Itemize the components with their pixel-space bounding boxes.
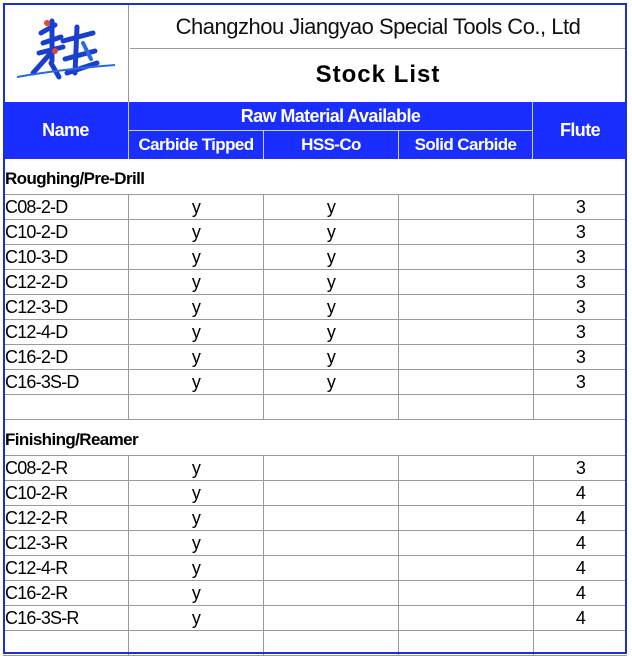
header-raw-material: Raw Material Available [129, 102, 532, 131]
header-carbide-tipped: Carbide Tipped [129, 131, 264, 159]
flute-cell: 4 [575, 508, 586, 528]
hss-co-cell: y [264, 370, 399, 395]
company-name: Changzhou Jiangyao Special Tools Co., Ltd [130, 5, 626, 49]
hss-co-cell: y [264, 195, 399, 220]
carbide-tipped-cell: y [129, 556, 264, 581]
tool-name-cell: C12-4-D [3, 320, 129, 345]
carbide-tipped-cell: y [129, 295, 264, 320]
tool-name-cell: C10-2-D [3, 220, 129, 245]
flute-cell: 3 [575, 458, 586, 478]
flute-cell: 3 [575, 222, 586, 242]
flute-cell: 3 [575, 372, 586, 392]
flute-cell: 3 [575, 272, 586, 292]
tool-name-cell: C16-2-R [3, 581, 129, 606]
tool-name-cell: C10-3-D [3, 245, 129, 270]
carbide-tipped-cell: y [129, 345, 264, 370]
carbide-tipped-cell: y [129, 245, 264, 270]
tool-name-cell: C12-2-D [3, 270, 129, 295]
carbide-tipped-cell: y [129, 320, 264, 345]
carbide-tipped-cell: y [129, 581, 264, 606]
page-title: Stock List [315, 61, 441, 88]
hss-co-cell: y [264, 345, 399, 370]
flute-cell: 3 [575, 247, 586, 267]
carbide-tipped-cell: y [129, 606, 264, 631]
carbide-tipped-cell: y [129, 506, 264, 531]
tool-name-cell: C12-4-R [3, 556, 129, 581]
flute-cell: 4 [575, 608, 586, 628]
tool-name-cell: C10-2-R [3, 481, 129, 506]
carbide-tipped-cell: y [129, 220, 264, 245]
carbide-tipped-cell: y [129, 195, 264, 220]
flute-cell: 4 [575, 583, 586, 603]
header-solid-carbide: Solid Carbide [399, 131, 532, 159]
carbide-tipped-cell: y [129, 370, 264, 395]
flute-cell: 3 [575, 297, 586, 317]
tool-name-cell: C12-2-R [3, 506, 129, 531]
section-label: Finishing/Reamer [5, 430, 139, 449]
tool-name-cell: C12-3-D [3, 295, 129, 320]
carbide-tipped-cell: y [129, 481, 264, 506]
tool-name-cell: C16-2-D [3, 345, 129, 370]
flute-cell: 4 [575, 483, 586, 503]
carbide-tipped-cell: y [129, 456, 264, 481]
header-flute: Flute [532, 102, 627, 159]
hss-co-cell: y [264, 220, 399, 245]
hss-co-cell: y [264, 320, 399, 345]
flute-cell: 4 [575, 558, 586, 578]
carbide-tipped-cell: y [129, 270, 264, 295]
hss-co-cell: y [264, 295, 399, 320]
hss-co-cell: y [264, 245, 399, 270]
flute-cell: 3 [575, 322, 586, 342]
carbide-tipped-cell: y [129, 531, 264, 556]
tool-name-cell: C16-3S-D [3, 370, 129, 395]
header-hss-co: HSS-Co [264, 131, 399, 159]
tool-name-cell: C08-2-R [3, 456, 129, 481]
hss-co-cell: y [264, 270, 399, 295]
table-border [3, 3, 627, 654]
flute-cell: 3 [575, 347, 586, 367]
tool-name-cell: C12-3-R [3, 531, 129, 556]
tool-name-cell: C08-2-D [3, 195, 129, 220]
flute-cell: 3 [575, 197, 586, 217]
section-label: Roughing/Pre-Drill [5, 169, 145, 188]
flute-cell: 4 [575, 533, 586, 553]
tool-name-cell: C16-3S-R [3, 606, 129, 631]
header-name: Name [3, 102, 129, 159]
